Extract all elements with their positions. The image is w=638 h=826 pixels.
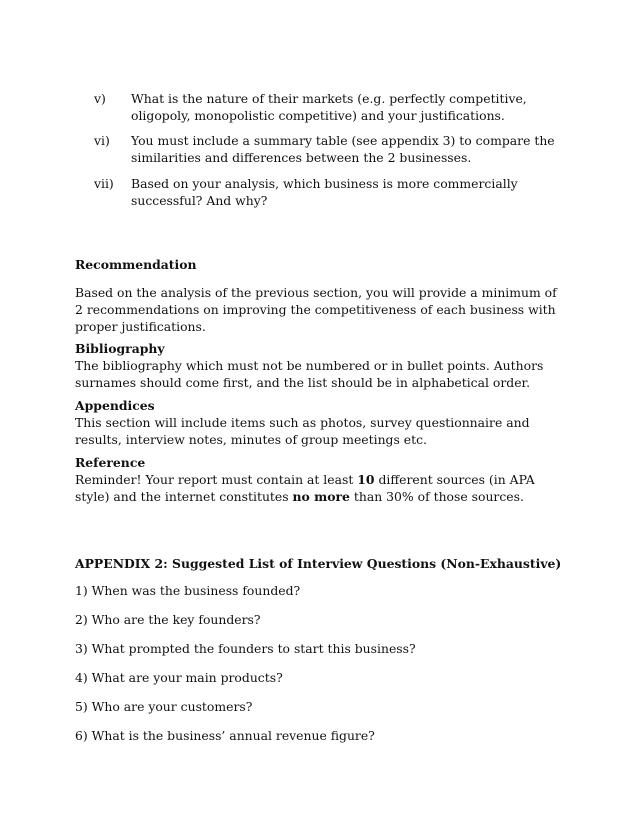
appendices-section xyxy=(75,397,565,448)
appendices-heading: Appendices xyxy=(75,398,155,413)
question-text: You must include a summary table (see appendix 3) to compare the similarities and differences between the 2 businesses. xyxy=(131,133,555,165)
bibliography-body: The bibliography which must not be numbered or in bullet points. Authors surnames should come first, and the list should be in alphabetical order. xyxy=(75,358,544,390)
reference-bold-part: no more xyxy=(292,489,350,504)
bibliography-heading: Bibliography xyxy=(75,341,165,356)
question-text: Based on your analysis, which business is more commercially successful? And why? xyxy=(131,176,518,208)
reference-text-part: different sources (in APA style) and the internet constitutes xyxy=(75,472,535,504)
question-text: What is the nature of their markets (e.g. perfectly competitive, oligopoly, monopolistic competitive) and your justifications. xyxy=(131,91,527,123)
interview-question: 5) Who are your customers? xyxy=(75,699,253,714)
question-number: vi) xyxy=(94,133,110,148)
reference-text-part: than 30% of those sources. xyxy=(349,489,524,504)
recommendation-body: Based on the analysis of the previous section, you will provide a minimum of 2 recommendations on improving the competitiveness of each business with proper justifications. xyxy=(75,285,557,334)
interview-question: 4) What are your main products? xyxy=(75,670,283,685)
interview-question: 1) When was the business founded? xyxy=(75,583,301,598)
appendix-2-heading: APPENDIX 2: Suggested List of Interview Questions (Non-Exhaustive) xyxy=(75,556,562,571)
reference-heading: Reference xyxy=(75,455,146,470)
reference-section xyxy=(75,454,565,505)
question-number: vii) xyxy=(94,176,114,191)
bibliography-section xyxy=(75,340,565,391)
reference-body xyxy=(75,471,565,505)
question-number: v) xyxy=(94,91,106,106)
recommendation-heading: Recommendation xyxy=(75,257,197,272)
interview-question: 3) What prompted the founders to start this business? xyxy=(75,641,416,656)
reference-text-part: Reminder! Your report must contain at least xyxy=(75,472,358,487)
interview-question: 2) Who are the key founders? xyxy=(75,612,261,627)
appendices-body: This section will include items such as photos, survey questionnaire and results, interview notes, minutes of group meetings etc. xyxy=(75,415,530,447)
recommendation-section xyxy=(75,256,565,335)
reference-bold-part: 10 xyxy=(357,472,375,487)
interview-question: 6) What is the business’ annual revenue figure? xyxy=(75,728,375,743)
